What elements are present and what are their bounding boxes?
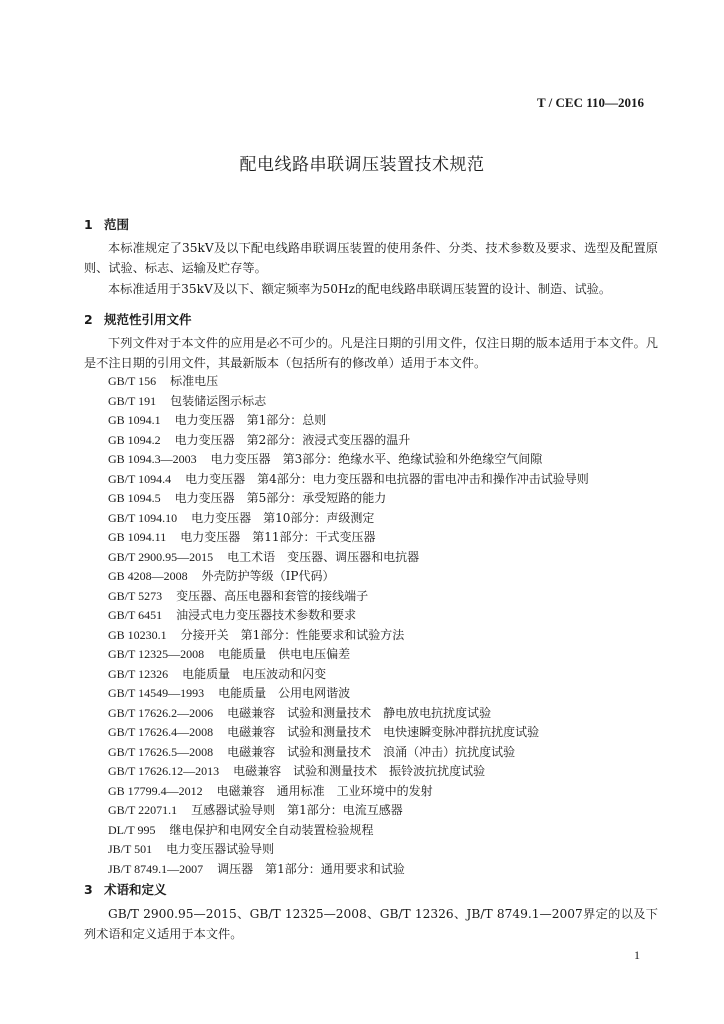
reference-item <box>108 821 589 841</box>
reference-title: 电力变压器试验导则 <box>166 842 275 856</box>
reference-code: DL/T 995 <box>108 822 156 837</box>
reference-list <box>108 372 589 879</box>
reference-code: GB/T 12325—2008 <box>108 647 205 661</box>
reference-title: 电工术语 变压器、调压器和电抗器 <box>227 549 420 564</box>
reference-item <box>108 509 589 529</box>
reference-title: 电能质量 公用电网谐波 <box>218 686 351 700</box>
reference-code: GB/T 17626.5—2008 <box>108 744 214 759</box>
section-heading-3 <box>84 880 167 898</box>
page-number: 1 <box>634 948 640 962</box>
reference-title: 互感器试验导则 第1部分：电流互感器 <box>191 803 403 817</box>
reference-item <box>108 431 589 451</box>
reference-code: GB/T 1094.4 <box>108 471 172 486</box>
reference-title: 电磁兼容 通用标准 工业环境中的发射 <box>216 783 433 798</box>
section-number: 1 <box>84 217 93 232</box>
reference-item <box>108 723 589 743</box>
reference-item <box>108 704 589 724</box>
section-title: 术语和定义 <box>104 882 167 897</box>
reference-item <box>108 372 589 392</box>
reference-item <box>108 801 589 821</box>
reference-title: 电能质量 电压波动和闪变 <box>182 666 327 681</box>
reference-title: 调压器 第1部分：通用要求和试验 <box>217 861 405 876</box>
reference-item <box>108 626 589 646</box>
reference-item <box>108 762 589 782</box>
paragraph: 本标准适用于35kV及以下、额定频率为50Hz的配电线路串联调压装置的设计、制造、试验。 <box>108 282 612 296</box>
reference-title: 电力变压器 第3部分：绝缘水平、绝缘试验和外绝缘空气间隙 <box>210 452 543 466</box>
reference-code: GB 4208—2008 <box>108 569 188 583</box>
reference-title: 标准电压 <box>170 374 219 388</box>
reference-code: GB/T 17626.12—2013 <box>108 764 220 778</box>
reference-title: 外壳防护等级（IP代码） <box>201 569 335 583</box>
reference-code: GB/T 156 <box>108 374 157 388</box>
reference-title: 电力变压器 第1部分：总则 <box>174 413 327 427</box>
reference-item <box>108 684 589 704</box>
reference-item <box>108 411 589 431</box>
reference-title: 继电保护和电网安全自动装置检验规程 <box>169 822 374 837</box>
reference-title: 电磁兼容 试验和测量技术 电快速瞬变脉冲群抗扰度试验 <box>227 725 540 739</box>
reference-code: GB/T 1094.10 <box>108 510 178 525</box>
reference-code: GB/T 6451 <box>108 608 163 622</box>
reference-code: GB/T 14549—1993 <box>108 686 205 700</box>
reference-code: GB/T 12326 <box>108 666 169 681</box>
paragraph: 下列文件对于本文件的应用是必不可少的。凡是注日期的引用文件，仅注日期的版本适用于本文件。凡是不注日期的引用文件，其最新版本（包括所有的修改单）适用于本文件。 <box>84 336 658 370</box>
section-number: 2 <box>84 312 93 327</box>
reference-code: GB 10230.1 <box>108 627 167 642</box>
reference-code: GB/T 17626.4—2008 <box>108 725 214 739</box>
reference-code: GB 1094.2 <box>108 432 161 447</box>
reference-title: 电能质量 供电电压偏差 <box>218 647 351 661</box>
reference-title: 电磁兼容 试验和测量技术 浪涌（冲击）抗扰度试验 <box>227 744 516 759</box>
reference-title: 电力变压器 第11部分：干式变压器 <box>180 530 376 544</box>
document-title: 配电线路串联调压装置技术规范 <box>239 155 485 175</box>
reference-code: GB/T 22071.1 <box>108 803 178 817</box>
reference-code: GB/T 2900.95—2015 <box>108 549 214 564</box>
reference-item <box>108 489 589 509</box>
reference-code: GB 1094.3—2003 <box>108 452 197 466</box>
reference-item <box>108 665 589 685</box>
section-title: 范围 <box>104 217 130 232</box>
reference-item <box>108 782 589 802</box>
reference-title: 分接开关 第1部分：性能要求和试验方法 <box>180 627 405 642</box>
reference-code: GB/T 17626.2—2006 <box>108 705 214 720</box>
reference-code: JB/T 8749.1—2007 <box>108 861 204 876</box>
reference-item <box>108 860 589 880</box>
reference-item <box>108 840 589 860</box>
reference-code: JB/T 501 <box>108 842 153 856</box>
reference-item <box>108 606 589 626</box>
reference-item <box>108 567 589 587</box>
reference-title: 包装储运图示标志 <box>170 393 267 408</box>
section-number: 3 <box>84 882 93 897</box>
reference-item <box>108 392 589 412</box>
standard-code: T / CEC 110—2016 <box>536 95 644 110</box>
reference-code: GB 1094.5 <box>108 491 161 505</box>
reference-item <box>108 450 589 470</box>
reference-item <box>108 587 589 607</box>
section-heading-2 <box>84 310 192 328</box>
reference-title: 油浸式电力变压器技术参数和要求 <box>176 608 357 622</box>
reference-title: 电力变压器 第10部分：声级测定 <box>191 510 375 525</box>
reference-code: GB/T 191 <box>108 393 157 408</box>
reference-item <box>108 743 589 763</box>
reference-title: 电力变压器 第2部分：液浸式变压器的温升 <box>174 432 411 447</box>
reference-item <box>108 470 589 490</box>
section-title: 规范性引用文件 <box>104 312 192 327</box>
reference-title: 电力变压器 第5部分：承受短路的能力 <box>174 491 387 505</box>
section-heading-1 <box>84 215 129 233</box>
reference-code: GB 1094.1 <box>108 413 161 427</box>
reference-title: 变压器、高压电器和套管的接线端子 <box>176 588 369 603</box>
reference-code: GB 1094.11 <box>108 530 167 544</box>
reference-title: 电磁兼容 试验和测量技术 振铃波抗扰度试验 <box>233 764 486 778</box>
paragraph: GB/T 2900.95—2015、GB/T 12325—2008、GB/T 12326、JB/T 8749.1—2007界定的以及下列术语和定义适用于本文件。 <box>84 907 658 941</box>
paragraph: 本标准规定了35kV及以下配电线路串联调压装置的使用条件、分类、技术参数及要求、选型及配置原则、试验、标志、运输及贮存等。 <box>84 241 658 275</box>
reference-code: GB/T 5273 <box>108 588 163 603</box>
reference-item <box>108 548 589 568</box>
reference-item <box>108 645 589 665</box>
reference-item <box>108 528 589 548</box>
reference-title: 电力变压器 第4部分：电力变压器和电抗器的雷电冲击和操作冲击试验导则 <box>185 471 589 486</box>
reference-title: 电磁兼容 试验和测量技术 静电放电抗扰度试验 <box>227 705 492 720</box>
reference-code: GB 17799.4—2012 <box>108 783 203 798</box>
